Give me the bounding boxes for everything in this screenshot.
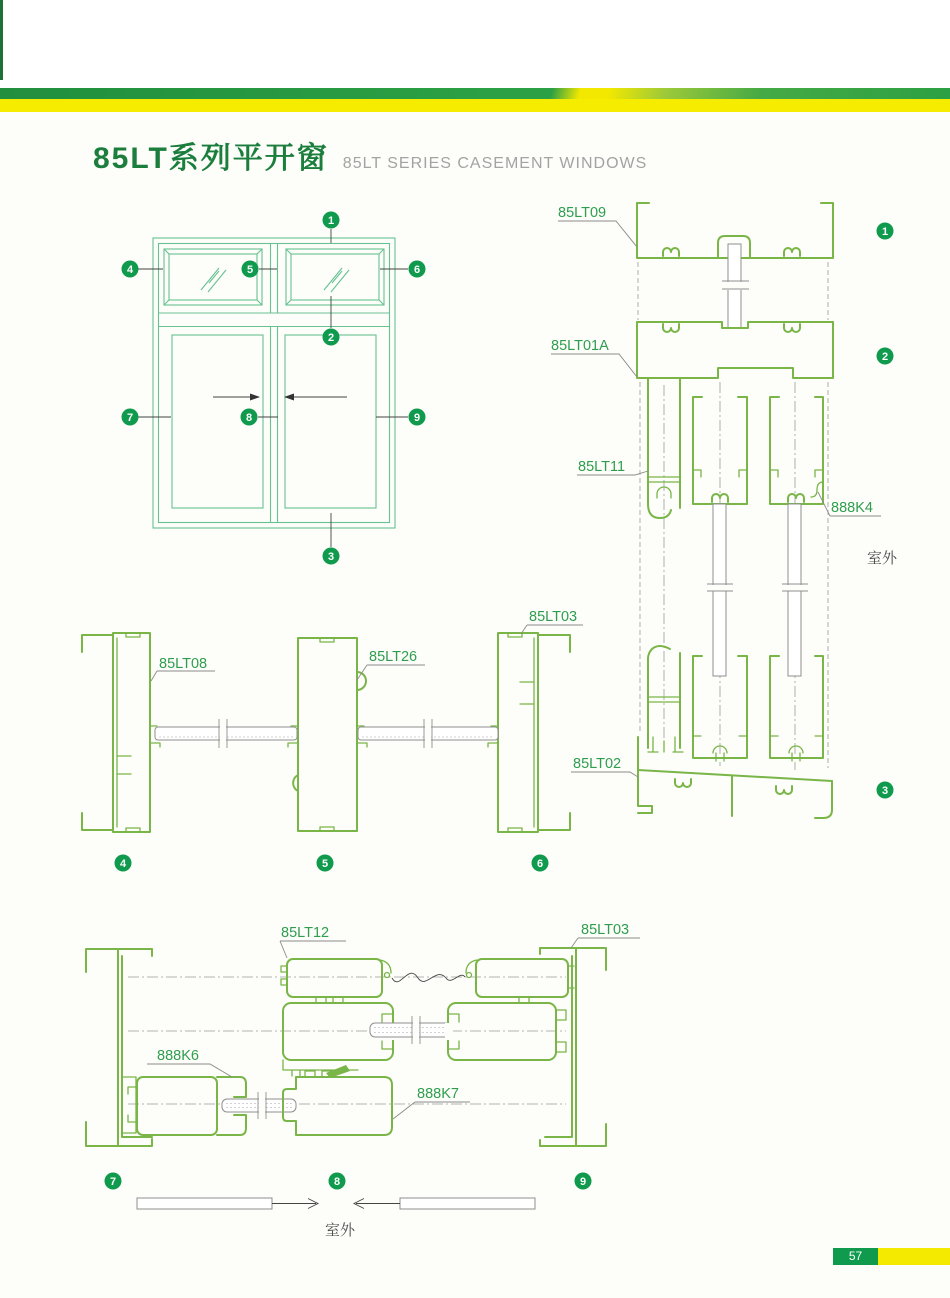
- balloon-leader-lines: [138, 229, 408, 547]
- drawing-shape: [413, 1019, 419, 1041]
- sash-box-top-right: [466, 959, 574, 1003]
- drawing-shape: [710, 585, 729, 591]
- drawing-shape: [293, 672, 366, 791]
- drawing-shape: [147, 1064, 232, 1077]
- drawing-shape: [445, 1023, 453, 1040]
- drawing-shape: 1: [327, 215, 335, 227]
- drawing-shape: [558, 221, 637, 247]
- page-number-badge: 57: [833, 1248, 878, 1265]
- drawing-shape: 9: [579, 1176, 587, 1188]
- label-85lt02: 85LT02: [573, 756, 622, 772]
- balloon-4: [115, 855, 132, 872]
- balloon-5: [317, 855, 334, 872]
- drawing-shape: 2: [881, 351, 889, 363]
- arrow-left-icon: [354, 1199, 400, 1209]
- drawing-shape: [476, 959, 568, 997]
- label-888k6: 888K6: [157, 1048, 199, 1064]
- interlock-profile-85lt12: [281, 959, 391, 1003]
- middle-horizontal-section: [82, 609, 583, 872]
- transom-lines: [159, 313, 390, 327]
- glass-bar-bottom-right: [370, 1023, 450, 1037]
- drawing-shape: [113, 633, 150, 832]
- drawing-shape: 7: [109, 1176, 117, 1188]
- drawing-shape: [788, 494, 804, 502]
- slide-bar-right: [400, 1198, 535, 1209]
- drawing-shape: [776, 786, 792, 794]
- drawing-shape: [220, 723, 226, 744]
- drawing-shape: [357, 665, 425, 680]
- label-85lt09: 85LT09: [558, 205, 607, 221]
- page-subtitle: 85LT SERIES CASEMENT WINDOWS: [342, 155, 648, 172]
- balloon-2: [877, 348, 894, 365]
- mullion-profile-85lt26: [288, 638, 367, 831]
- drawing-shape: [663, 248, 679, 256]
- balloon-9: [409, 409, 426, 426]
- label-85lt03-bottom: 85LT03: [581, 922, 630, 938]
- drawing-shape: [117, 633, 140, 832]
- drawing-shape: 6: [536, 858, 544, 870]
- balloon-9: [575, 1173, 592, 1190]
- balloon-7: [122, 409, 139, 426]
- balloon-6: [409, 261, 426, 278]
- glass-hatch-right: [324, 268, 349, 292]
- balloon-8: [241, 409, 258, 426]
- drawing-shape: [675, 779, 691, 787]
- drawing-shape: [638, 770, 832, 781]
- drawing-shape: 4: [126, 264, 134, 276]
- drawing-shape: [385, 973, 390, 978]
- drawing-shape: [664, 382, 795, 770]
- drawing-shape: [571, 938, 640, 948]
- bottom-horizontal-section: [86, 922, 640, 1239]
- bead-888k4-shape: [811, 482, 823, 497]
- balloon-5: [242, 261, 259, 278]
- label-85lt08: 85LT08: [159, 656, 208, 672]
- drawing-shape: [287, 959, 382, 997]
- drawing-shape: [259, 1095, 265, 1116]
- drawing-shape: 9: [413, 412, 421, 424]
- jamb-profile-right: [540, 948, 606, 1146]
- window-outer-frame: [153, 238, 395, 528]
- vertical-section: [551, 203, 898, 818]
- label-outdoor-bottom: 室外: [324, 1222, 356, 1239]
- drawing-shape: [283, 1077, 392, 1135]
- label-85lt01a: 85LT01A: [551, 338, 609, 354]
- drawing-shape: 7: [126, 412, 134, 424]
- window-inner-frame: [159, 244, 390, 523]
- glass-hatch-left: [201, 268, 226, 292]
- transom-profile-85lt01a: [637, 322, 833, 378]
- slide-bar-left: [137, 1198, 272, 1209]
- label-85lt26: 85LT26: [369, 649, 418, 665]
- interlock-profile-888k7: [283, 1060, 392, 1135]
- drawing-shape: 5: [321, 858, 329, 870]
- header-green-band: [0, 88, 950, 99]
- drawing-shape: [288, 638, 367, 831]
- balloon-4: [122, 261, 139, 278]
- top-mullion-lines: [271, 244, 278, 314]
- jamb-profile-85lt08: [82, 633, 160, 832]
- drawing-shape: [86, 949, 152, 1146]
- drawing-shape: 8: [333, 1176, 341, 1188]
- drawing-shape: [467, 973, 472, 978]
- sash-box-middle-right: [445, 1003, 566, 1060]
- drawing-shape: [770, 397, 823, 504]
- page-title-row: [93, 133, 913, 177]
- frame-profile-85lt03-mid: [488, 633, 570, 832]
- drawing-shape: [648, 697, 683, 752]
- sash-profile-85lt11-bottom: [648, 646, 683, 752]
- corner-accent-line: [0, 0, 3, 80]
- balloon-1: [877, 223, 894, 240]
- label-888k4: 888K4: [831, 500, 873, 516]
- page-title: 85LT系列平开窗: [93, 142, 329, 175]
- drawing-shape: [540, 948, 606, 1146]
- drawing-shape: [151, 671, 215, 681]
- drawing-shape: [448, 1003, 556, 1060]
- label-85lt03-mid: 85LT03: [529, 609, 578, 625]
- drawing-shape: 8: [245, 412, 253, 424]
- bottom-mullion-lines: [271, 327, 278, 524]
- drawing-shape: 5: [246, 264, 254, 276]
- drawing-shape: [637, 322, 833, 378]
- label-85lt11: 85LT11: [578, 459, 626, 475]
- squiggle-connector: [392, 973, 465, 982]
- arrow-right-icon: [272, 1199, 318, 1209]
- drawing-shape: [169, 254, 257, 300]
- drawing-shape: [784, 324, 800, 332]
- balloon-2: [323, 329, 340, 346]
- balloon-6: [532, 855, 549, 872]
- balloon-8: [329, 1173, 346, 1190]
- elevation-diagram: [122, 212, 426, 565]
- bottom-right-panel: [285, 335, 376, 508]
- drawing-shape: [538, 635, 570, 830]
- balloon-3: [323, 548, 340, 565]
- drawing-shape: [280, 941, 346, 958]
- header-white-area: [0, 0, 950, 88]
- balloon-3: [877, 782, 894, 799]
- balloon-7: [105, 1173, 122, 1190]
- drawing-shape: [551, 354, 637, 377]
- drawing-shape: [638, 737, 832, 818]
- label-888k7: 888K7: [417, 1086, 459, 1102]
- sash-column-right-top: [770, 397, 823, 504]
- header-yellow-band: [0, 99, 950, 112]
- drawing-shape: 6: [413, 264, 421, 276]
- drawing-shape: [137, 1077, 217, 1135]
- sill-profile-85lt02: [638, 737, 832, 818]
- drawing-shape: 3: [327, 551, 335, 563]
- drawing-shape: [122, 1077, 136, 1133]
- drawing-shape: 3: [881, 785, 889, 797]
- label-outdoor-right: 室外: [867, 550, 898, 567]
- jamb-profile-left: [86, 949, 152, 1146]
- drawing-shape: [82, 635, 112, 830]
- arrow-head-right-icon: [250, 394, 260, 401]
- drawing-shape: [425, 723, 431, 744]
- label-85lt12: 85LT12: [281, 925, 330, 941]
- drawing-shape: [648, 504, 671, 518]
- balloon-1: [323, 212, 340, 229]
- drawing-shape: [784, 248, 800, 256]
- drawing-shape: [298, 638, 357, 831]
- drawing-shape: [498, 633, 538, 832]
- drawing-shape: [770, 470, 823, 477]
- drawing-shape: 1: [881, 226, 889, 238]
- drawing-shape: 4: [119, 858, 127, 870]
- drawing-shape: 2: [327, 332, 335, 344]
- technical-drawing-canvas: [0, 186, 950, 1246]
- drawing-shape: [785, 585, 804, 591]
- drawing-shape: [117, 726, 160, 774]
- drawing-shape: [571, 772, 638, 777]
- footer-yellow-band: [878, 1248, 950, 1265]
- drawing-shape: [393, 1102, 470, 1119]
- drawing-shape: [663, 324, 679, 332]
